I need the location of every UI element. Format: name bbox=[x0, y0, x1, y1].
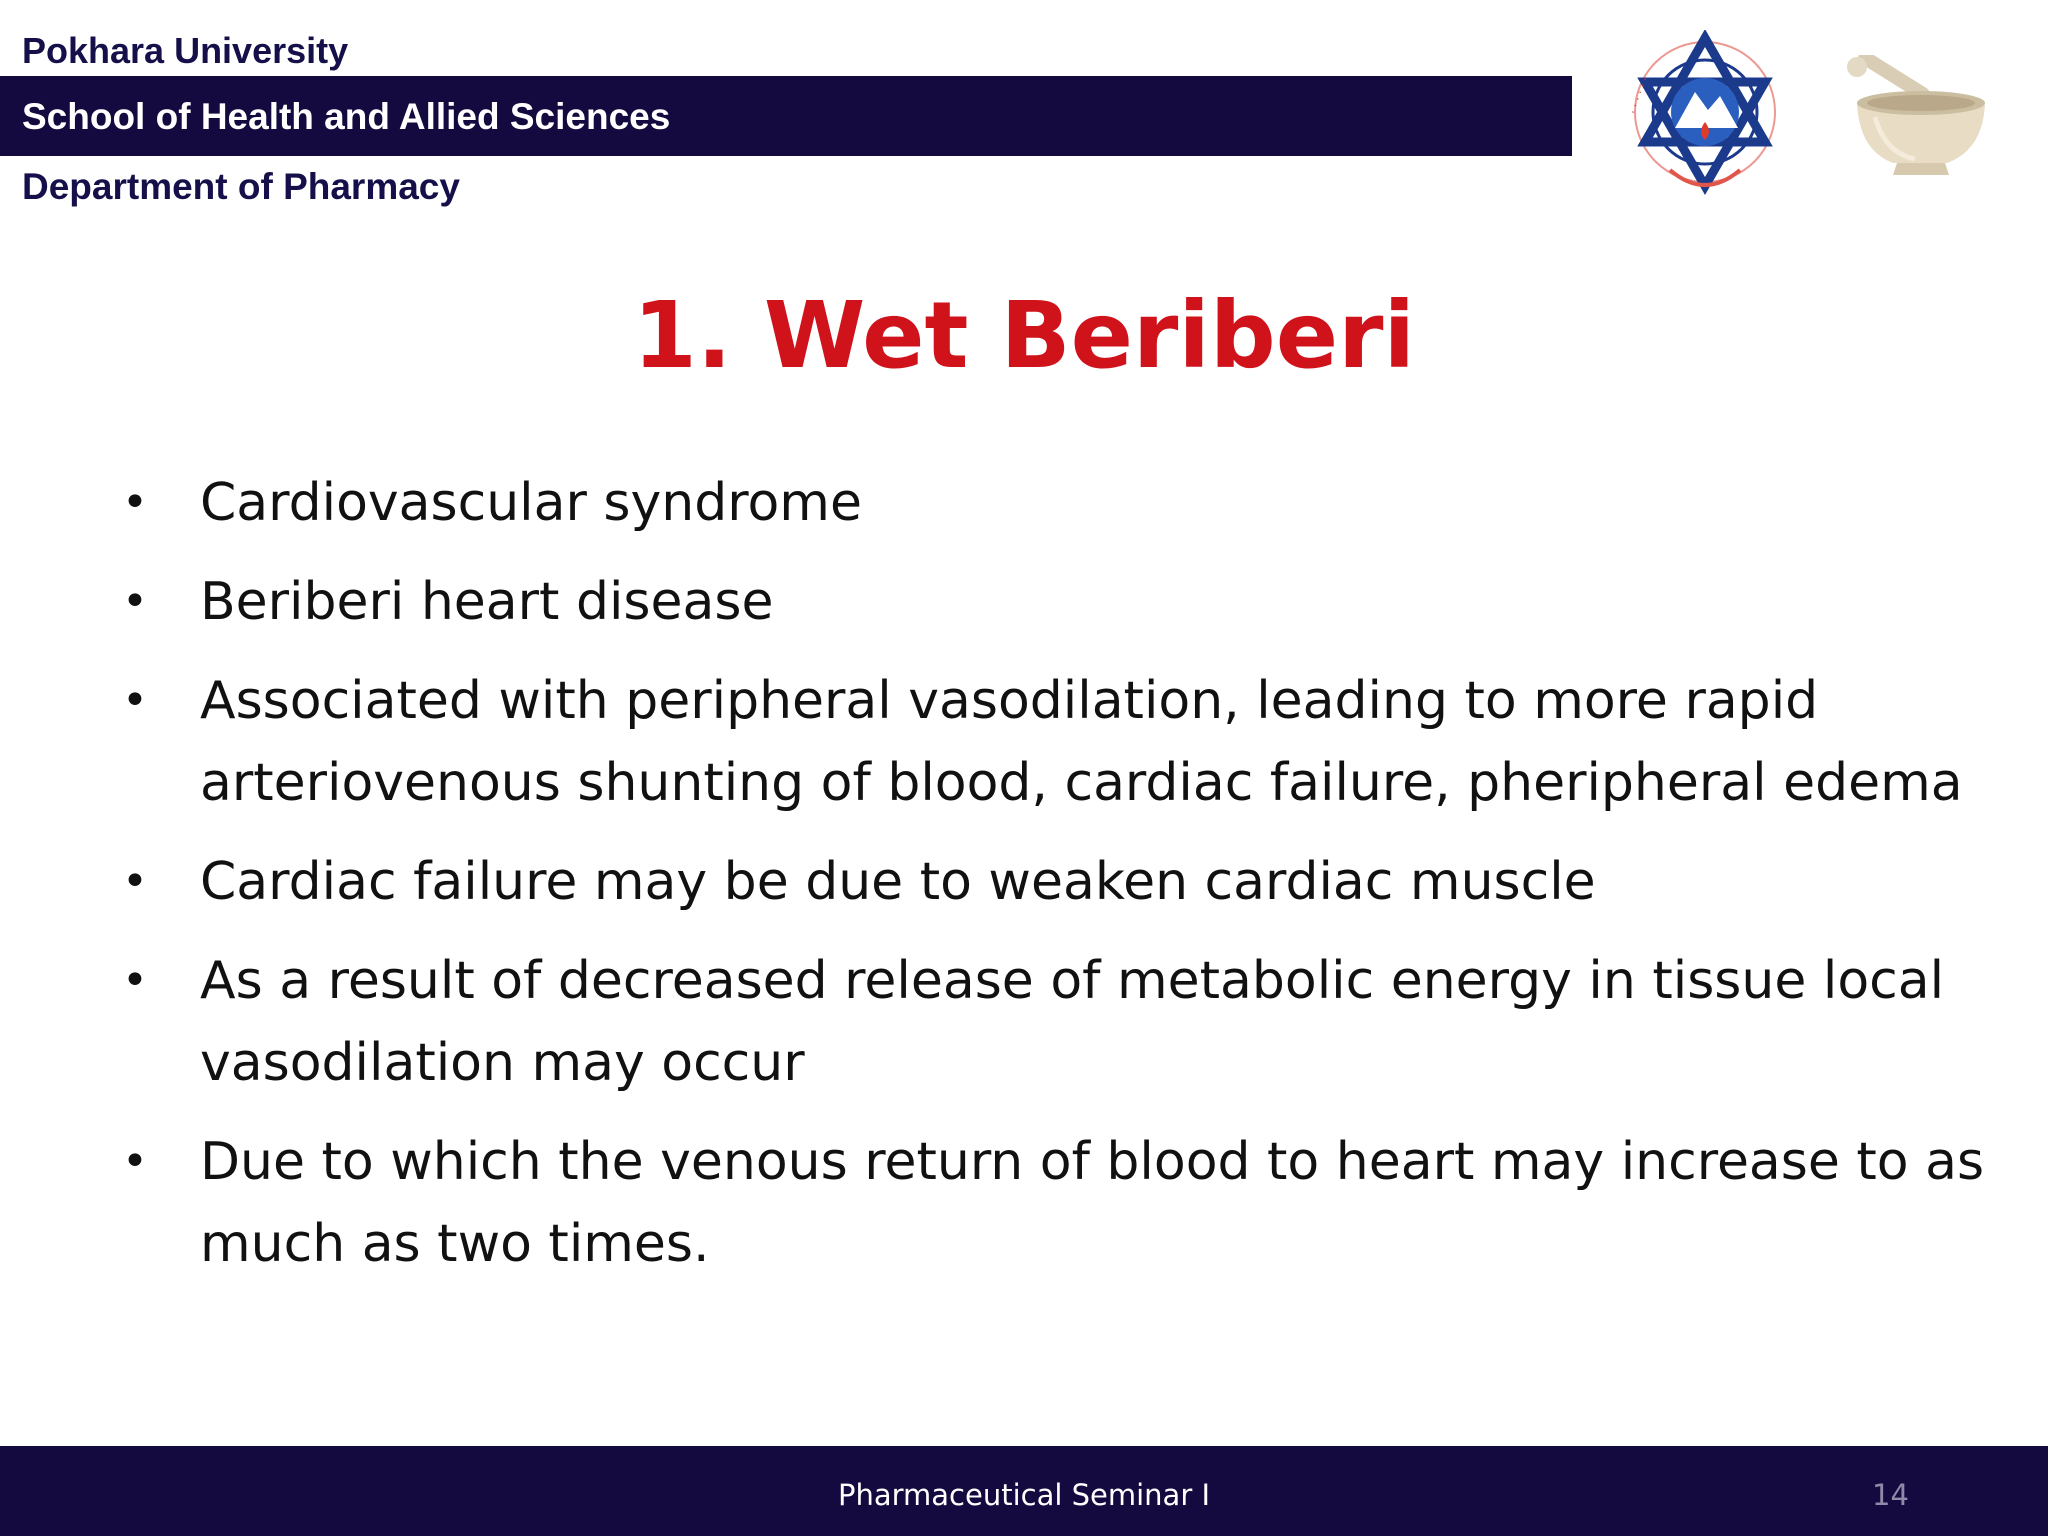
list-item bbox=[118, 1121, 1998, 1285]
bullet-text: Beriberi heart disease bbox=[200, 572, 774, 632]
bullet-text: Cardiovascular syndrome bbox=[200, 473, 862, 533]
department-name: Department of Pharmacy bbox=[22, 166, 460, 207]
bullet-icon: • bbox=[122, 955, 148, 1006]
list-item bbox=[118, 841, 1998, 923]
list-item bbox=[118, 940, 1998, 1104]
list-item bbox=[118, 660, 1998, 824]
mortar-pestle-icon bbox=[1845, 55, 1995, 180]
bullet-text: Cardiac failure may be due to weaken cardiac muscle bbox=[200, 852, 1596, 912]
bullet-list bbox=[118, 462, 1998, 1302]
list-item bbox=[118, 561, 1998, 643]
bullet-icon: • bbox=[122, 576, 148, 627]
school-name: School of Health and Allied Sciences bbox=[22, 96, 671, 137]
bullet-icon: • bbox=[122, 477, 148, 528]
bullet-icon: • bbox=[122, 675, 148, 726]
bullet-text: Due to which the venous return of blood to heart may increase to as much as two times. bbox=[200, 1132, 1985, 1274]
list-item bbox=[118, 462, 1998, 544]
footer-course-title: Pharmaceutical Seminar I bbox=[837, 1478, 1211, 1512]
bullet-text: Associated with peripheral vasodilation, leading to more rapid arteriovenous shunting of blood, cardiac failure, pheripheral edema bbox=[200, 671, 1963, 813]
slide-title: 1. Wet Beriberi bbox=[632, 282, 1416, 389]
svg-text:· · · · · ·: · · · · · · bbox=[1626, 75, 1652, 117]
bullet-icon: • bbox=[122, 856, 148, 907]
page-number: 14 bbox=[1872, 1478, 1909, 1512]
bullet-text: As a result of decreased release of metabolic energy in tissue local vasodilation may occur bbox=[200, 951, 1945, 1093]
university-seal-icon bbox=[1620, 30, 1790, 210]
bullet-icon: • bbox=[122, 1136, 148, 1187]
university-name: Pokhara University bbox=[22, 30, 349, 71]
